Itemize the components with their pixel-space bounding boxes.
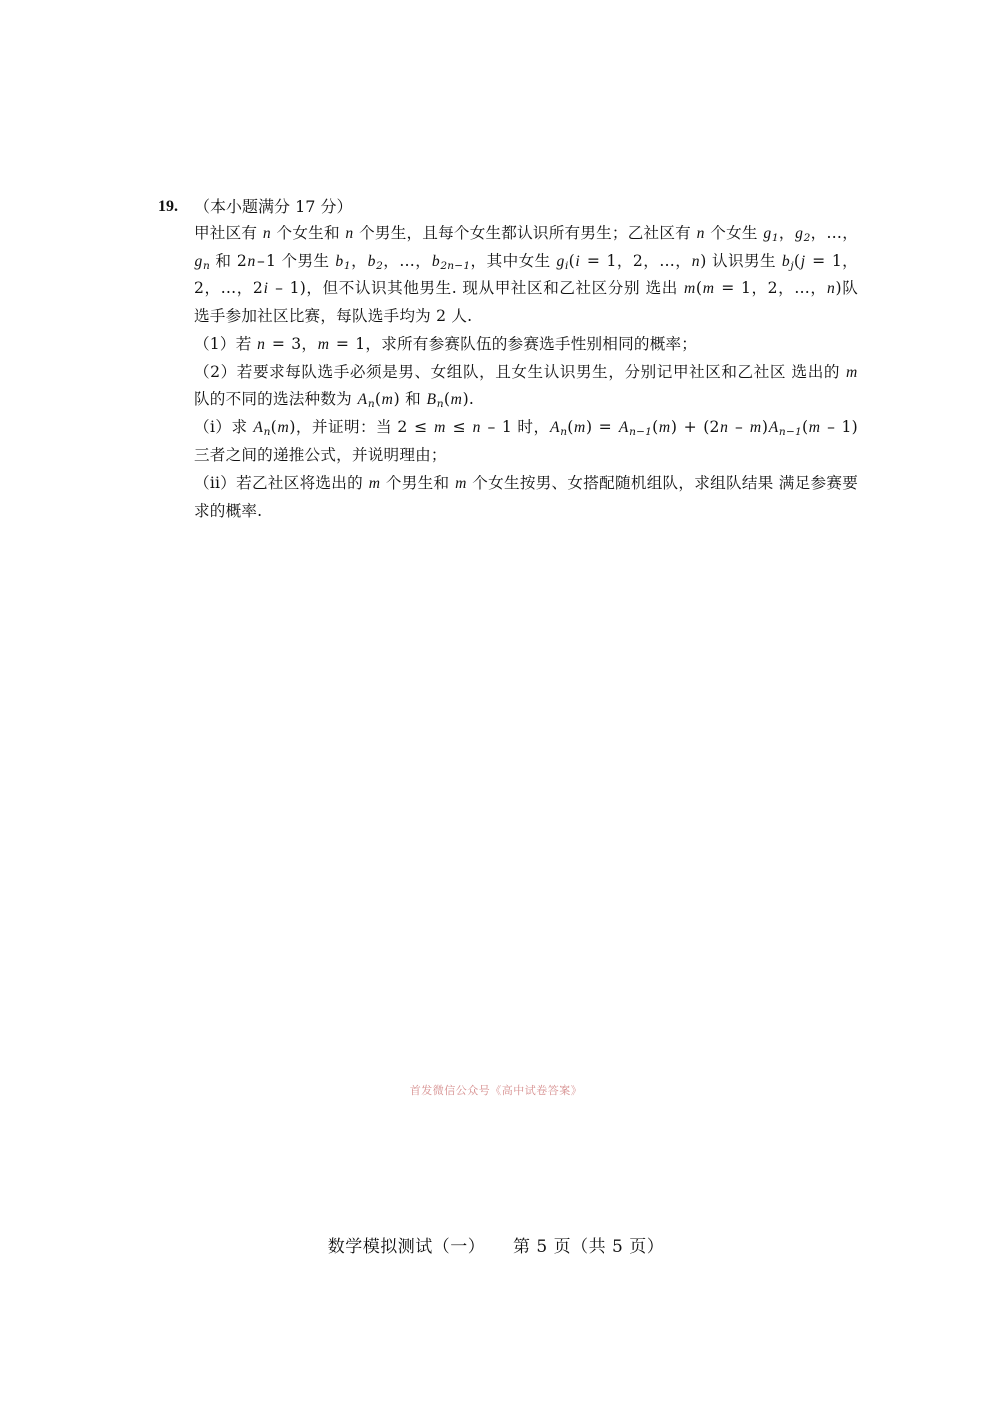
question-body bbox=[194, 220, 858, 526]
question-19 bbox=[158, 195, 858, 525]
question-title: （本小题满分 17 分） bbox=[194, 197, 353, 216]
watermark-text: 首发微信公众号《高中试卷答案》 bbox=[409, 1084, 583, 1097]
question-paragraph-1: 甲社区有 n 个女生和 n 个男生，且每个女生都认识所有男生；乙社区有 n 个女生 $g_1$，$g_2$，…，$g_n$ 和 2n–1 个男生 $b_1$，$b_2$，…，$b_{2n-1}$，其中女生 $g_i(i = 1$，2，…，n) 认识男生 $b_j(j = 1$，2，…，2i – 1)，但不认识其他男生. 现从甲社区和乙社区分别 选出 m(m = 1，2，…，n)队选手参加社区比赛，每队选手均为 2 人. bbox=[194, 223, 858, 326]
question-paragraph-5: （ii）若乙社区将选出的 m 个男生和 m 个女生按男、女搭配随机组队，求组队结果 满足参赛要求的概率. bbox=[194, 473, 858, 520]
footer-page-label: 第 5 页（共 5 页） bbox=[513, 1237, 665, 1257]
question-paragraph-4: （i）求 $A_n(m)$，并证明：当 2 ≤ m ≤ n – 1 时，$A_n(m) = A_{n-1}(m) + (2n - m)A_{n-1}(m - 1)$ 三者之间的递推公式，并说明理由； bbox=[194, 418, 858, 465]
question-header bbox=[158, 195, 858, 220]
question-paragraph-2: （1）若 n = 3，m = 1，求所有参赛队伍的参赛选手性别相同的概率； bbox=[194, 334, 698, 353]
footer-exam-title: 数学模拟测试（一） bbox=[327, 1237, 486, 1257]
question-number: 19. bbox=[158, 198, 178, 215]
page-footer bbox=[0, 1232, 992, 1257]
question-paragraph-3: （2）若要求每队选手必须是男、女组队，且女生认识男生，分别记甲社区和乙社区 选出的 m 队的不同的选法种数为 $A_n(m)$ 和 $B_n(m)$. bbox=[194, 362, 858, 411]
